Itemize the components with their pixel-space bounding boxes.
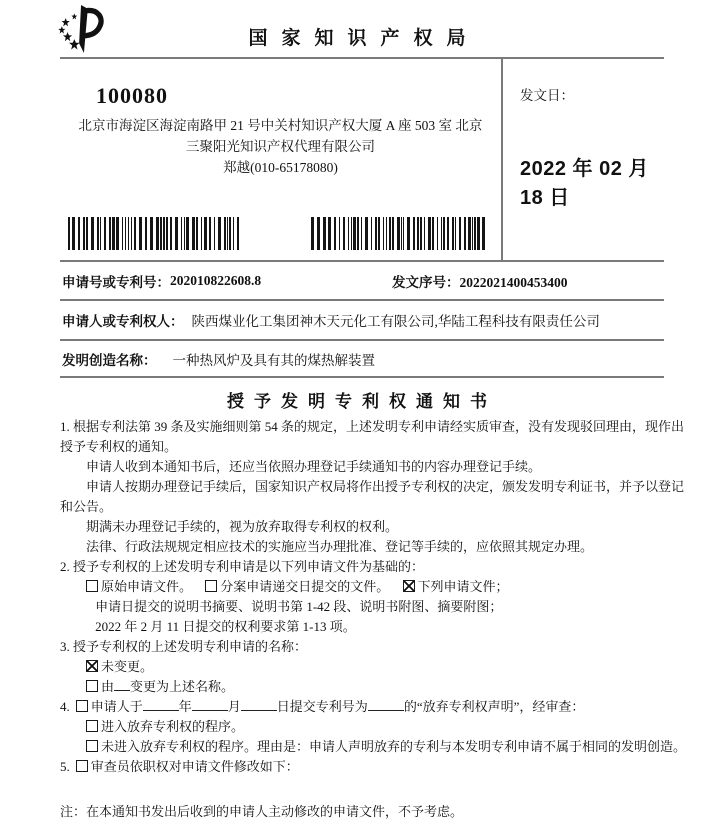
section5-line xyxy=(60,757,690,777)
checkbox-following-documents xyxy=(403,580,415,592)
applicant-label: 申请人或专利权人： xyxy=(62,314,184,329)
section2-document-line-2: 2022 年 2 月 11 日提交的权利要求第 1-13 项。 xyxy=(95,619,356,634)
para-deadline-warning: 期满未办理登记手续的，视为放弃取得专利权的权利。 xyxy=(86,519,399,534)
dispatch-date-panel xyxy=(503,59,664,260)
section4-enter-line xyxy=(60,717,690,737)
invention-name-value: 一种热风炉及具有其的煤热解装置 xyxy=(172,352,375,368)
invention-name-label: 发明创造名称： xyxy=(62,352,157,368)
section4-number: 4. xyxy=(60,699,70,714)
barcode xyxy=(68,217,246,250)
checkbox-changed-post: 变更为上述名称。 xyxy=(130,679,235,694)
section2-document-line-1: 申请日提交的说明书摘要、说明书第 1-42 段、说明书附图、摘要附图； xyxy=(95,599,503,614)
barcode xyxy=(311,217,489,250)
section4-not-enter-line xyxy=(60,737,690,757)
serial-number-value: 2022021400453400 xyxy=(459,274,568,290)
agency-title: 国家知识产权局 xyxy=(248,28,480,49)
cnipa-logo-icon xyxy=(56,4,108,54)
dispatch-date-label: 发文日： xyxy=(520,88,574,103)
notice-body xyxy=(60,417,690,777)
section2-heading: 2. 授予专利权的上述发明专利申请是以下列申请文件为基础的： xyxy=(60,559,425,574)
para-legal-procedures: 法律、行政法规规定相应技术的实施应当办理批准、登记等手续的，应依照其规定办理。 xyxy=(86,539,594,554)
address-line-2: 三聚阳光知识产权代理有限公司 xyxy=(186,139,375,154)
blank-patent-no xyxy=(368,697,404,711)
checkbox-divisional-label: 分案申请递交日提交的文件。 xyxy=(220,579,390,594)
section5-text: 审查员依职权对申请文件修改如下： xyxy=(90,759,299,774)
recipient-contact: 郑越(010-65178080) xyxy=(223,160,338,175)
applicant-value: 陕西煤业化工集团神木天元化工有限公司,华陆工程科技有限责任公司 xyxy=(191,314,600,329)
checkbox-following-label: 下列申请文件； xyxy=(417,579,509,594)
application-number-group xyxy=(60,271,390,291)
invention-name-row xyxy=(60,341,664,378)
blank-year xyxy=(143,697,179,711)
address-line-1: 北京市海淀区海淀南路甲 21 号中关村知识产权大厦 A 座 503 室 北京 xyxy=(78,118,483,133)
section4-seg-year: 年 xyxy=(178,699,192,714)
checkbox-not-enter-abandon xyxy=(86,740,98,752)
notice-title: 授予发明专利权通知书 xyxy=(227,392,497,411)
checkbox-unchanged-label: 未变更。 xyxy=(101,659,154,674)
section2-checkbox-line xyxy=(60,577,690,597)
checkbox-group-divisional xyxy=(205,579,389,594)
blank-month xyxy=(192,697,228,711)
checkbox-original-documents xyxy=(86,580,98,592)
applicant-row xyxy=(60,301,664,341)
footnote: 注：在本通知书发出后收到的申请人主动修改的申请文件，不予考虑。 xyxy=(60,804,464,819)
document-frame xyxy=(60,57,664,378)
barcode-row xyxy=(68,217,489,250)
dispatch-date-value: 2022 年 02 月 18 日 xyxy=(520,158,649,209)
serial-number-group xyxy=(390,271,568,291)
checkbox-group-following xyxy=(403,579,509,594)
checkbox-name-unchanged xyxy=(86,660,98,672)
blank-old-name xyxy=(114,677,130,691)
para-legal-basis: 1. 根据专利法第 39 条及实施细则第 54 条的规定，上述发明专利申请经实质审查，没有发现驳回理由，现作出授予专利权的通知。 xyxy=(60,419,685,454)
serial-number-label: 发文序号： xyxy=(392,274,460,290)
para-grant-decision: 申请人按期办理登记手续后，国家知识产权局将作出授予专利权的决定，颁发发明专利证书，并予以登记和公告。 xyxy=(60,479,685,514)
checkbox-abandon-declaration xyxy=(76,700,88,712)
para-registration-instruction: 申请人收到本通知书后，还应当依照办理登记手续通知书的内容办理登记手续。 xyxy=(86,459,542,474)
application-number-row xyxy=(60,262,664,301)
section4-seg-tail: 的“放弃专利权声明”，经审查： xyxy=(403,699,585,714)
application-number-label: 申请号或专利号： xyxy=(62,274,170,290)
section3-unchanged-line xyxy=(60,657,690,677)
checkbox-examiner-amendment xyxy=(76,760,88,772)
checkbox-enter-abandon xyxy=(86,720,98,732)
checkbox-name-changed xyxy=(86,680,98,692)
checkbox-not-enter-label: 未进入放弃专利权的程序。理由是：申请人声明放弃的专利与本发明专利申请不属于相同的发明创造。 xyxy=(101,739,687,754)
section3-heading: 3. 授予专利权的上述发明专利申请的名称： xyxy=(60,639,308,654)
document-header xyxy=(0,0,714,57)
mailing-address-panel xyxy=(60,59,503,260)
section4-seg-day: 日提交专利号为 xyxy=(276,699,368,714)
mailing-dispatch-box xyxy=(60,57,664,262)
checkbox-group-original xyxy=(86,579,192,594)
blank-day xyxy=(241,697,277,711)
checkbox-original-label: 原始申请文件。 xyxy=(101,579,193,594)
application-number-value: 202010822608.8 xyxy=(170,272,262,288)
section4-heading-line xyxy=(60,697,690,717)
checkbox-changed-pre: 由 xyxy=(101,679,115,694)
checkbox-divisional-documents xyxy=(205,580,217,592)
section4-seg-applicant: 申请人于 xyxy=(90,699,143,714)
section3-changed-line xyxy=(60,677,690,697)
postal-code: 100080 xyxy=(96,83,168,108)
section5-number: 5. xyxy=(60,759,70,774)
section4-seg-month: 月 xyxy=(227,699,241,714)
checkbox-enter-label: 进入放弃专利权的程序。 xyxy=(101,719,245,734)
